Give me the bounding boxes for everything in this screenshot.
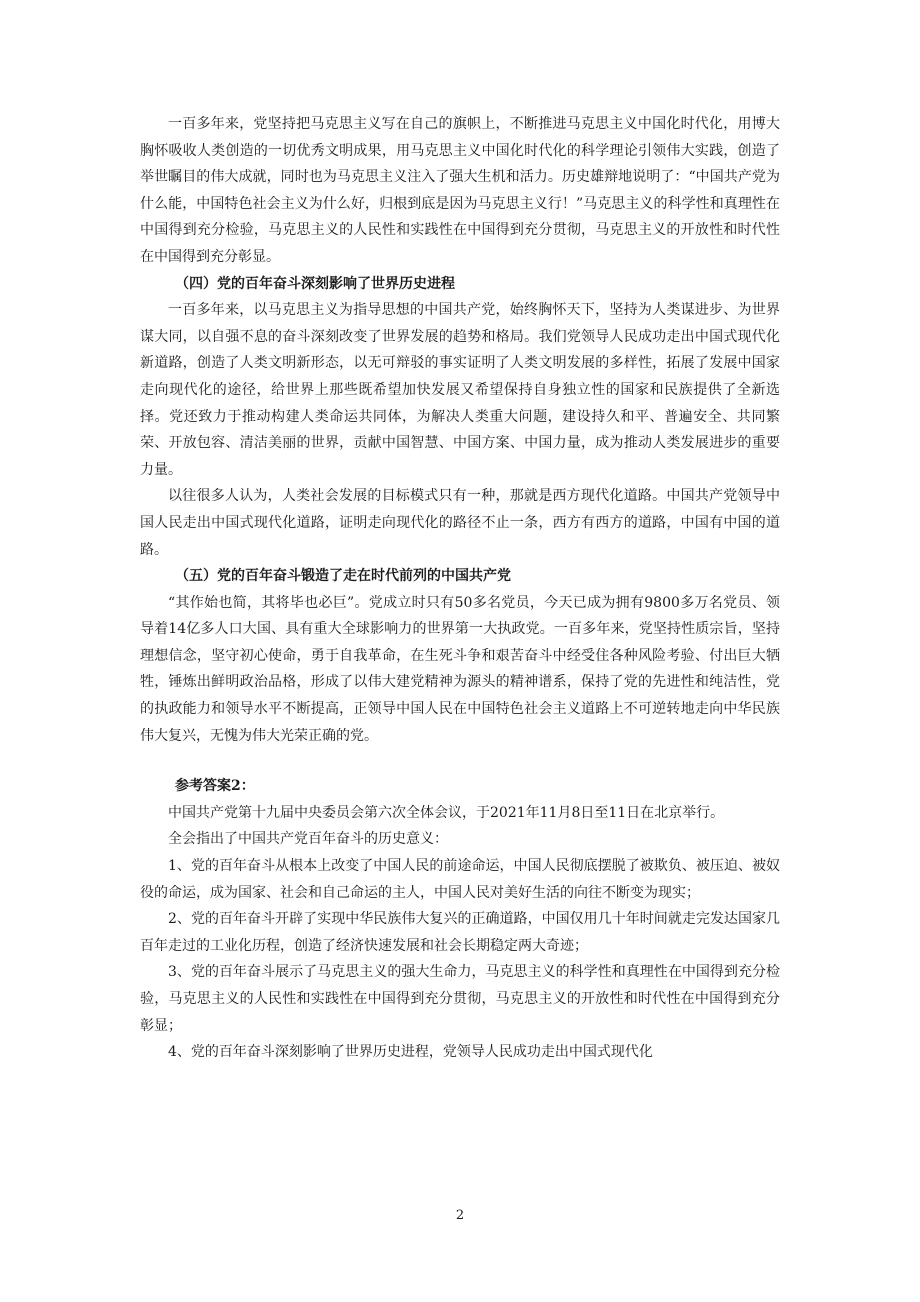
document-body bbox=[140, 111, 780, 1066]
list-item: 4、党的百年奋斗深刻影响了世界历史进程，党领导人民成功走出中国式现代化 bbox=[168, 1044, 653, 1061]
page-number: 2 bbox=[455, 1208, 465, 1223]
body-paragraph: 以往很多人认为，人类社会发展的目标模式只有一种，那就是西方现代化道路。中国共产党领导中国人民走出中国式现代化道路，证明走向现代化的路径不止一条，西方有西方的道路，中国有中国的道路。 bbox=[140, 488, 780, 558]
body-paragraph: 一百多年来，党坚持把马克思主义写在自己的旗帜上，不断推进马克思主义中国化时代化，用博大胸怀吸收人类创造的一切优秀文明成果，用马克思主义中国化时代化的科学理论引领伟大实践，创造了举世瞩目的伟大成就，同时也为马克思主义注入了强大生机和活力。历史雄辩地说明了：“中国共产党为什么能，中国特色社会主义为什么好，归根到底是因为马克思主义行！”马克思主义的科学性和真理性在中国得到充分检验，马克思主义的人民性和实践性在中国得到充分贯彻，马克思主义的开放性和时代性在中国得到充分彰显。 bbox=[140, 116, 780, 265]
body-paragraph: 一百多年来，以马克思主义为指导思想的中国共产党，始终胸怀天下，坚持为人类谋进步、为世界谋大同，以自强不息的奋斗深刻改变了世界发展的趋势和格局。我们党领导人民成功走出中国式现代化新道路，创造了人类文明新形态，以无可辩驳的事实证明了人类文明发展的多样性，拓展了发展中国家走向现代化的途径，给世界上那些既希望加快发展又希望保持自身独立性的国家和民族提供了全新选择。党还致力于推动构建人类命运共同体，为解决人类重大问题，建设持久和平、普遍安全、共同繁荣、开放包容、清洁美丽的世界，贡献中国智慧、中国方案、中国力量，成为推动人类发展进步的重要力量。 bbox=[140, 302, 780, 478]
list-item: 1、党的百年奋斗从根本上改变了中国人民的前途命运，中国人民彻底摆脱了被欺负、被压迫、被奴役的命运，成为国家、社会和自己命运的主人，中国人民对美好生活的向往不断变为现实； bbox=[140, 858, 780, 901]
list-item: 2、党的百年奋斗开辟了实现中华民族伟大复兴的正确道路，中国仅用几十年时间就走完发达国家几百年走过的工业化历程，创造了经济快速发展和社会长期稳定两大奇迹； bbox=[140, 911, 780, 954]
answer-heading: 参考答案2： bbox=[175, 778, 255, 795]
section-heading: （五）党的百年奋斗锻造了走在时代前列的中国共产党 bbox=[175, 568, 511, 585]
section-heading: （四）党的百年奋斗深刻影响了世界历史进程 bbox=[175, 275, 455, 292]
blank-line bbox=[140, 749, 780, 773]
body-paragraph: “其作始也简，其将毕也必巨”。党成立时只有50多名党员，今天已成为拥有9800多万名党员、领导着14亿多人口大国、具有重大全球影响力的世界第一大执政党。一百多年来，党坚持性质宗旨，坚持理想信念，坚守初心使命，勇于自我革命，在生死斗争和艰苦奋斗中经受住各种风险考验、付出巨大牺牲，锤炼出鲜明政治品格，形成了以伟大建党精神为源头的精神谱系，保持了党的先进性和纯洁性，党的执政能力和领导水平不断提高，正领导中国人民在中国特色社会主义道路上不可逆转地走向中华民族伟大复兴，无愧为伟大光荣正确的党。 bbox=[140, 594, 780, 744]
list-item: 3、党的百年奋斗展示了马克思主义的强大生命力，马克思主义的科学性和真理性在中国得到充分检验，马克思主义的人民性和实践性在中国得到充分贯彻，马克思主义的开放性和时代性在中国得到充分彰显； bbox=[140, 964, 780, 1034]
body-paragraph: 全会指出了中国共产党百年奋斗的历史意义： bbox=[168, 831, 448, 848]
body-paragraph: 中国共产党第十九届中央委员会第六次全体会议，于2021年11月8日至11日在北京举行。 bbox=[168, 804, 725, 821]
